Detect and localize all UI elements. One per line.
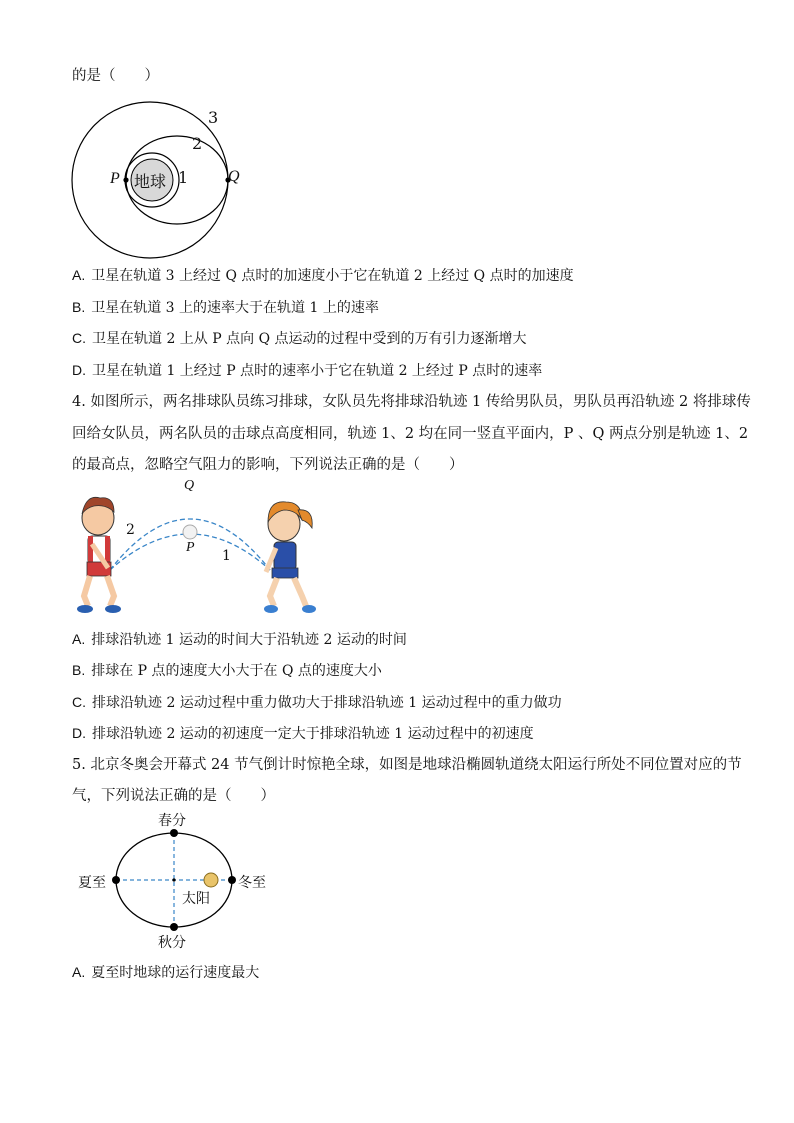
option-letter: A.: [72, 631, 86, 647]
q4-option-a: [72, 629, 407, 650]
option-letter: D.: [72, 725, 86, 741]
track-1-label: 1: [222, 548, 231, 564]
option-letter: A.: [72, 964, 86, 980]
summer-label: 夏至: [78, 875, 106, 891]
q5-stem-line-2: 气，下列说法正确的是（ ）: [72, 788, 275, 804]
q4-stem-line-1: 4. 如图所示，两名排球队员练习排球，女队员先将排球沿轨迹 1 传给男队员，男队员再沿轨迹 2 将排球传: [72, 394, 751, 410]
option-letter: B.: [72, 299, 86, 315]
q4-option-d: [72, 723, 534, 744]
q4-stem-line-2: 回给女队员，两名队员的击球点高度相同，轨迹 1、2 均在同一竖直平面内，P 、Q 两点分别是轨迹 1、2: [72, 426, 749, 442]
spring-label: 春分: [158, 813, 186, 829]
option-text: 夏至时地球的运行速度最大: [91, 965, 260, 981]
option-letter: D.: [72, 362, 86, 378]
point-q-label: Q: [228, 168, 240, 185]
orbit-1-label: 1: [178, 168, 189, 187]
option-letter: C.: [72, 694, 86, 710]
option-letter: C.: [72, 330, 86, 346]
q3-option-d: [72, 360, 542, 381]
sun-label: 太阳: [182, 891, 210, 907]
earth-label: 地球: [134, 172, 167, 191]
volleyball-svg: [70, 478, 330, 618]
option-letter: B.: [72, 662, 86, 678]
autumn-label: 秋分: [158, 935, 186, 951]
option-text: 卫星在轨道 2 上从 P 点向 Q 点运动的过程中受到的万有引力逐渐增大: [92, 331, 527, 347]
option-text: 排球沿轨迹 1 运动的时间大于沿轨迹 2 运动的时间: [91, 632, 407, 648]
option-text: 排球在 P 点的速度大小大于在 Q 点的速度大小: [91, 663, 382, 679]
option-text: 排球沿轨迹 2 运动的初速度一定大于排球沿轨迹 1 运动过程中的初速度: [92, 726, 534, 742]
sun: [204, 873, 218, 887]
q3-stem-tail: 的是（ ）: [72, 68, 159, 84]
spring-point: [170, 829, 178, 837]
q3-option-b: [72, 297, 379, 318]
summer-point: [112, 876, 120, 884]
track-2-label: 2: [126, 522, 135, 538]
orbit-3-label: 3: [208, 108, 219, 127]
orbit-center: [172, 878, 175, 881]
q3-option-a: [72, 265, 574, 286]
option-letter: A.: [72, 267, 86, 283]
ball: [183, 525, 197, 539]
winter-label: 冬至: [238, 875, 266, 891]
volleyball-figure: [70, 478, 330, 618]
orbit-2-label: 2: [192, 134, 203, 153]
q4-option-c: [72, 692, 562, 713]
option-text: 卫星在轨道 3 上经过 Q 点时的加速度小于它在轨道 2 上经过 Q 点时的加速度: [91, 268, 574, 284]
q3-option-c: [72, 328, 527, 349]
point-p-label: P: [186, 540, 195, 555]
q4-stem-line-3: 的最高点，忽略空气阻力的影响，下列说法正确的是（ ）: [72, 457, 464, 473]
autumn-point: [170, 923, 178, 931]
option-text: 排球沿轨迹 2 运动过程中重力做功大于排球沿轨迹 1 运动过程中的重力做功: [92, 695, 562, 711]
option-text: 卫星在轨道 1 上经过 P 点时的速率小于它在轨道 2 上经过 P 点时的速率: [92, 363, 543, 379]
point-q-label: Q: [184, 478, 195, 493]
solar-terms-figure: [72, 808, 282, 952]
winter-point: [228, 876, 236, 884]
q5-option-a: [72, 962, 259, 983]
q5-stem-line-1: 5. 北京冬奥会开幕式 24 节气倒计时惊艳全球，如图是地球沿椭圆轨道绕太阳运行所处不同位置对应的节: [72, 757, 742, 773]
orbit-diagram: [70, 94, 250, 264]
q4-option-b: [72, 660, 382, 681]
point-p: [123, 177, 128, 182]
male-player: [77, 497, 121, 613]
option-text: 卫星在轨道 3 上的速率大于在轨道 1 上的速率: [91, 300, 379, 316]
female-player: [264, 502, 316, 613]
point-p-label: P: [110, 170, 120, 187]
